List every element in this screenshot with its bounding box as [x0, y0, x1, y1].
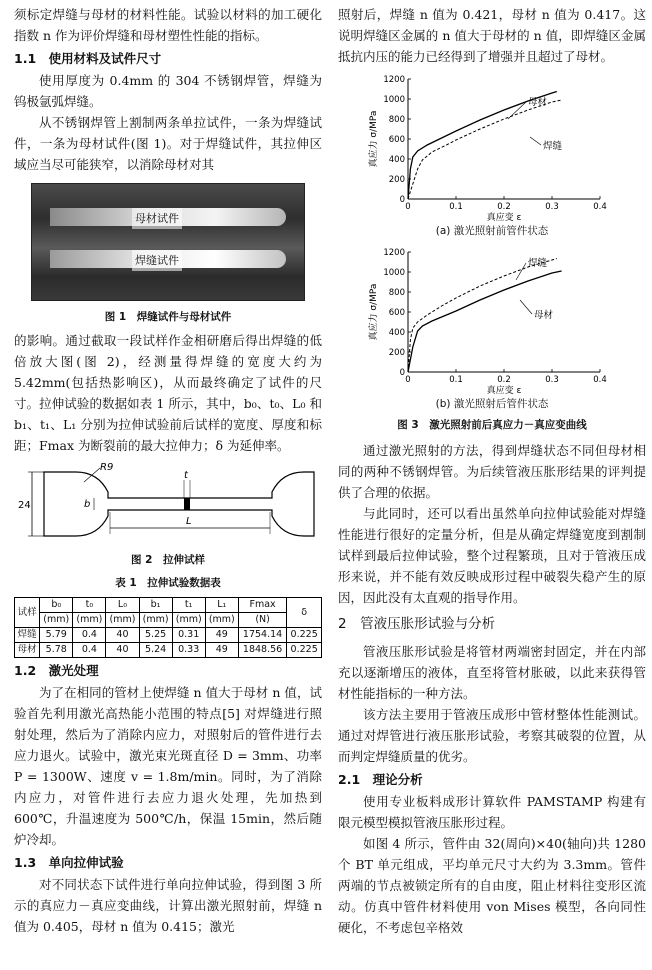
table-unit-cell: (mm): [40, 613, 73, 628]
paragraph-2a: 管液压胀形试验是将管材两端密封固定，并在内部充以逐渐增压的液体，直至将管材胀破，以此来获得管材性能指标的一种方法。: [338, 644, 646, 701]
heading-2: 2 管液压胀形试验与分析: [338, 616, 496, 632]
x-tick-label: 0: [405, 375, 411, 385]
table-cell: 母材: [15, 643, 40, 658]
figure-2-caption: 图 2 拉伸试样: [131, 554, 205, 566]
specimen-drawing: [14, 460, 322, 550]
y-tick-label: 400: [388, 328, 405, 338]
table-cell: 焊缝: [15, 628, 40, 643]
table-unit-cell: (mm): [139, 613, 172, 628]
table-head-cell: t₀: [73, 598, 106, 613]
table-head-cell: δ: [287, 598, 322, 628]
stress-strain-chart-a: [338, 71, 646, 221]
y-tick-label: 0: [399, 195, 405, 205]
table-row: [15, 643, 322, 658]
y-axis-label: 真应力 σ/MPa: [369, 110, 379, 168]
tensile-data-table: [14, 597, 322, 658]
specimen-photo: [31, 183, 305, 301]
paragraph-right-b: 与此同时，还可以看出虽然单向拉伸试验能对焊缝性能进行很好的定量分析，但是从确定焊缝宽度到割制试样到最后拉伸试验，整个过程繁琐，且对于管液压成形来说，并不能有效反映成形过程中破裂失稳产生的原因，因此没有太直观的指导作用。: [338, 506, 646, 605]
table-cell: 5.78: [40, 643, 73, 658]
series-leader-line: [530, 137, 541, 145]
x-tick-label: 0.3: [545, 375, 559, 385]
x-tick-label: 0.2: [497, 202, 511, 212]
L-label: L: [186, 516, 192, 527]
t-label: t: [184, 470, 188, 481]
table-unit-cell: (mm): [106, 613, 139, 628]
x-tick-label: 0.4: [593, 202, 607, 212]
b-label: b: [84, 499, 91, 510]
series-label: 焊缝: [528, 258, 548, 269]
table-head-cell: Fmax: [238, 598, 286, 613]
table-cell: 0.31: [172, 628, 205, 643]
table-cell: 40: [106, 628, 139, 643]
dim-24-label: 24: [18, 500, 31, 511]
heading-1-3: 1.3 单向拉伸试验: [14, 855, 124, 870]
x-tick-label: 0.1: [449, 375, 463, 385]
y-tick-label: 800: [388, 288, 405, 298]
paragraph-1-2: 为了在相同的管材上使焊缝 n 值大于母材 n 值，试验首先利用激光高热能小范围的特点[5] 对焊缝进行照射处理，然后为了消除内应力，对照射后的管件进行去应力退火。试验中，激光束光斑直径 D = 3mm、功率 P = 1300W、速度 v = 1.8m/min。同时，为了消除内应力，对管件进行去应力退火处理，先加热到 600℃，升温速度为 500℃/h，保温 15min，然后随炉冷却。: [14, 685, 322, 847]
x-tick-label: 0.1: [449, 202, 463, 212]
y-tick-label: 400: [388, 155, 405, 165]
y-axis-label: 真应力 σ/MPa: [369, 283, 379, 341]
paragraph-2b: 该方法主要用于管液压成形中管材整体性能测试。通过对焊管进行液压胀形试验，考察其破裂的位置，从而判定焊缝质量的优劣。: [338, 707, 646, 764]
table-head-cell: b₀: [40, 598, 73, 613]
table-cell: 0.33: [172, 643, 205, 658]
series-label: 母材: [534, 310, 554, 321]
series-label: 焊缝: [543, 141, 563, 152]
y-tick-label: 1200: [383, 75, 405, 85]
y-tick-label: 200: [388, 175, 405, 185]
table-unit-cell: (mm): [172, 613, 205, 628]
table-head-cell: 试样: [15, 598, 40, 628]
photo-label-base: 母材试件: [132, 208, 182, 229]
table-cell: 49: [205, 643, 238, 658]
table-cell: 0.225: [287, 643, 322, 658]
x-axis-label: 真应变 ε: [486, 213, 522, 221]
table-head-cell: t₁: [172, 598, 205, 613]
heading-1-1: 1.1 使用材料及试件尺寸: [14, 51, 162, 66]
table-cell: 1754.14: [238, 628, 286, 643]
x-tick-label: 0.3: [545, 202, 559, 212]
table-cell: 5.25: [139, 628, 172, 643]
table-head-cell: L₁: [205, 598, 238, 613]
y-tick-label: 1000: [383, 95, 405, 105]
table-1-caption: 表 1 拉伸试验数据表: [115, 577, 221, 589]
paragraph-1-1c: 的影响。通过截取一段试样作金相研磨后得出焊缝的低倍放大图(图 2)，经测量得焊缝的宽度大约为 5.42mm(包括热影响区)，从而最终确定了试件的尺寸。拉伸试验的数据如表 1 所示，其中，b₀、t₀、L₀ 和 b₁、t₁、L₁ 分别为拉伸试验前后试样的宽度、厚度和标距；Fmax 为断裂前的最大拉伸力；δ 为延伸率。: [14, 333, 322, 453]
series-leader-line: [516, 263, 526, 280]
table-cell: 49: [205, 628, 238, 643]
paragraph-2-1a: 使用专业板料成形计算软件 PAMSTAMP 构建有限元模型模拟管液压胀形过程。: [338, 794, 646, 830]
chart-b-label: (b) 激光照射后管件状态: [435, 398, 549, 410]
y-tick-label: 200: [388, 348, 405, 358]
table-units-row: [15, 613, 322, 628]
paragraph-2-1b: 如图 4 所示，管件由 32(周向)×40(轴向)共 1280 个 BT 单元组成，平均单元尺寸大约为 3.3mm。管件两端的节点被锁定所有的自由度，阻止材料往变形区流动。仿真中管件材料使用 von Mises 模型，各向同性硬化，不考虑包辛格效: [338, 836, 646, 935]
paragraph-right-top: 照射后，焊缝 n 值为 0.421，母材 n 值为 0.417。这说明焊缝区金属的 n 值大于母材的 n 值，即焊缝区金属抵抗内压的能力已经得到了增强并且超过了母材。: [338, 7, 646, 64]
table-cell: 0.4: [73, 628, 106, 643]
table-unit-cell: (mm): [73, 613, 106, 628]
paragraph-right-a: 通过激光照射的方法，得到焊缝状态不同但母材相同的两种不锈钢焊管。为后续管液压胀形结果的评判提供了合理的依据。: [338, 443, 646, 500]
paragraph-1-1b: 从不锈钢焊管上割制两条单拉试件，一条为焊缝试件，一条为母材试件(图 1)。对于焊缝试件，其拉伸区域应当尽可能狭窄，以消除母材对其: [14, 115, 322, 172]
x-axis-label: 真应变 ε: [486, 386, 522, 394]
table-head-cell: L₀: [106, 598, 139, 613]
series-line-dashed: [408, 100, 562, 199]
x-tick-label: 0.4: [593, 375, 607, 385]
table-cell: 1848.56: [238, 643, 286, 658]
y-tick-label: 600: [388, 308, 405, 318]
y-tick-label: 600: [388, 135, 405, 145]
radius-label: R9: [100, 462, 114, 473]
series-label: 母材: [528, 97, 548, 108]
x-tick-label: 0.2: [497, 375, 511, 385]
stress-strain-chart-b: [338, 244, 646, 394]
heading-2-1: 2.1 理论分析: [338, 772, 423, 787]
table-unit-cell: (mm): [205, 613, 238, 628]
table-row: [15, 628, 322, 643]
chart-a-label: (a) 激光照射前管件状态: [435, 225, 549, 237]
table-header-row: [15, 598, 322, 613]
figure-1-caption: 图 1 焊缝试件与母材试件: [104, 311, 232, 323]
table-head-cell: b₁: [139, 598, 172, 613]
right-column: [338, 4, 646, 938]
series-line-solid: [408, 271, 562, 372]
left-column: [14, 4, 322, 937]
paragraph-1-1a: 使用厚度为 0.4mm 的 304 不锈钢焊管，焊缝为钨极氩弧焊缝。: [14, 73, 322, 109]
table-cell: 0.225: [287, 628, 322, 643]
y-tick-label: 1200: [383, 248, 405, 258]
figure-3-caption: 图 3 激光照射前后真应力－真应变曲线: [397, 419, 587, 431]
table-cell: 5.79: [40, 628, 73, 643]
paragraph-1-3: 对不同状态下试件进行单向拉伸试验，得到图 3 所示的真应力－真应变曲线，计算出激光照射前，焊缝 n 值为 0.405，母材 n 值为 0.415；激光: [14, 877, 322, 934]
y-tick-label: 800: [388, 115, 405, 125]
y-tick-label: 0: [399, 368, 405, 378]
table-unit-cell: (N): [238, 613, 286, 628]
y-tick-label: 1000: [383, 268, 405, 278]
table-cell: 0.4: [73, 643, 106, 658]
table-cell: 40: [106, 643, 139, 658]
paragraph-intro: 须标定焊缝与母材的材料性能。试验以材料的加工硬化指数 n 作为评价焊缝和母材塑性性能的指标。: [14, 7, 322, 43]
table-cell: 5.24: [139, 643, 172, 658]
series-leader-line: [520, 300, 532, 314]
heading-1-2: 1.2 激光处理: [14, 663, 99, 678]
photo-label-weld: 焊缝试件: [132, 250, 182, 271]
x-tick-label: 0: [405, 202, 411, 212]
